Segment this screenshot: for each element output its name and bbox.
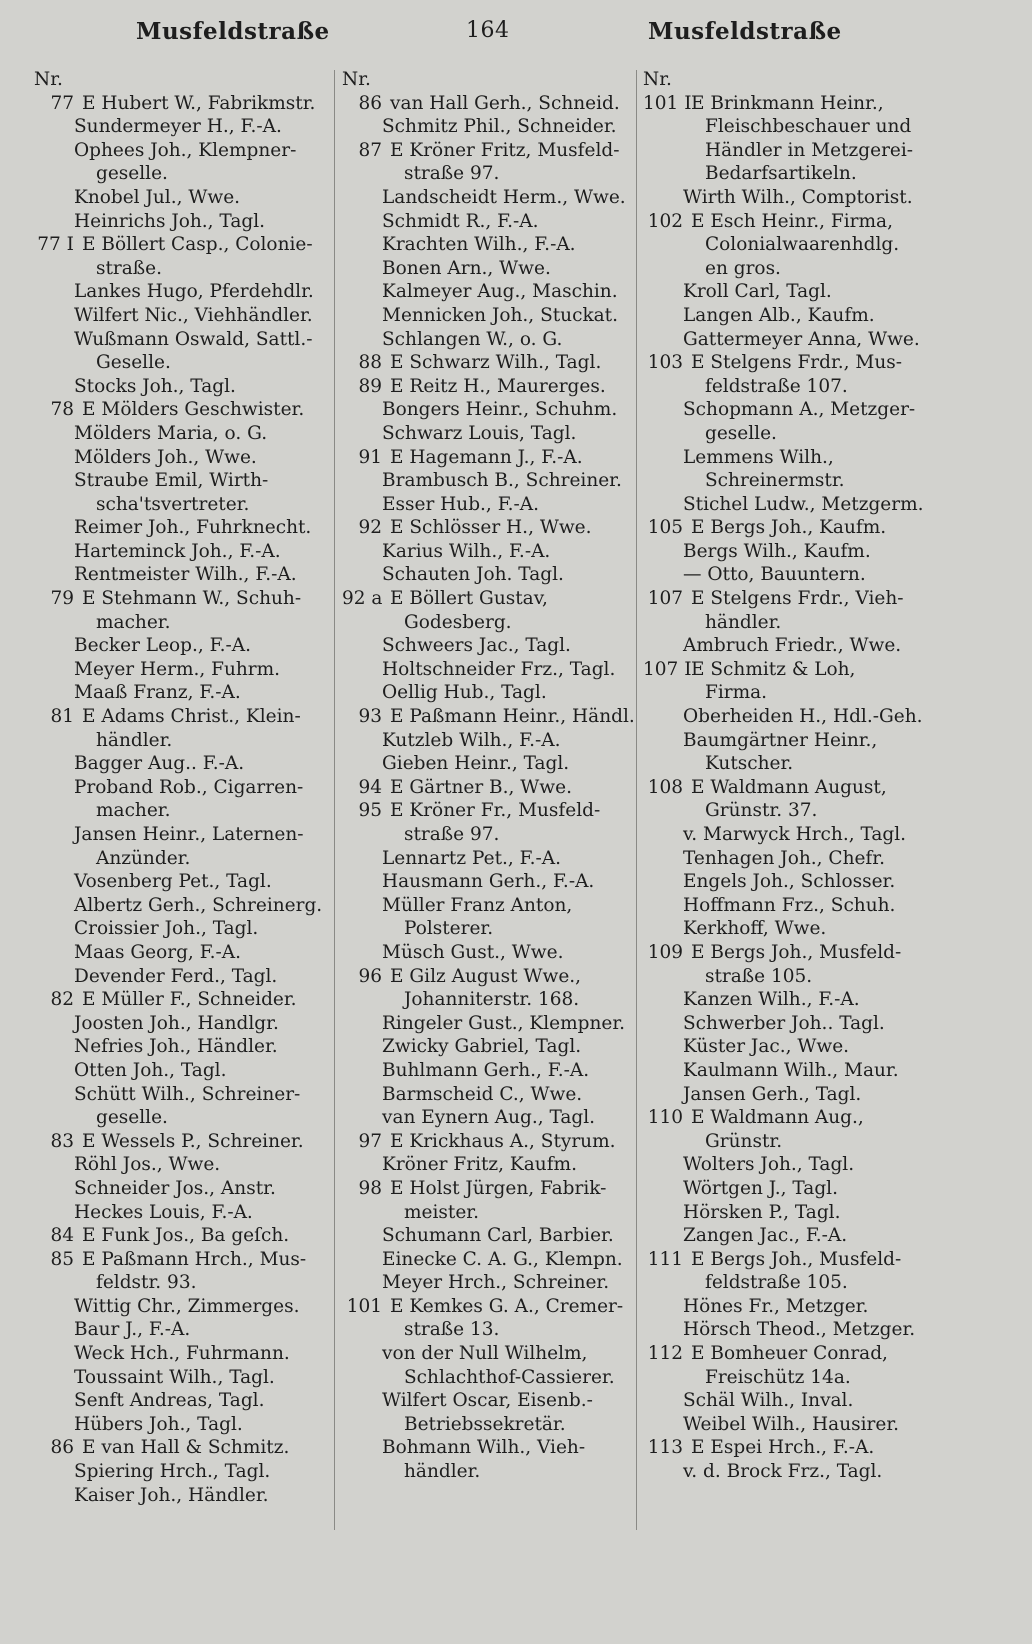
resident-entry: Müller Franz Anton, <box>382 894 573 916</box>
house-number-entry <box>34 1248 334 1272</box>
resident-text: E Kröner Fr., Musfeld- <box>390 800 601 822</box>
entry-continuation: meister. <box>404 1201 479 1223</box>
resident-entry: Zwicky Gabriel, Tagl. <box>382 1036 582 1058</box>
entry-continuation: geselle. <box>96 1107 168 1129</box>
house-number-entry <box>643 516 945 540</box>
house-number: 91 <box>358 446 382 468</box>
house-number: 85 <box>50 1248 74 1270</box>
house-number: 87 <box>358 139 382 161</box>
resident-entry: Lankes Hugo, Pferdehdlr. <box>74 281 314 303</box>
house-number: 112 <box>647 1343 683 1365</box>
entry-continuation: Schreinermstr. <box>705 470 845 492</box>
resident-entry: Becker Leop., F.-A. <box>74 635 251 657</box>
house-number-entry <box>34 705 334 729</box>
house-number: 77 <box>50 92 74 114</box>
house-number: 96 <box>358 965 382 987</box>
resident-entry: Schneider Jos., Anstr. <box>74 1177 276 1199</box>
entry-continuation: straße 105. <box>705 965 813 987</box>
house-number-entry <box>342 446 638 470</box>
resident-entry: Albertz Gerh., Schreinerg. <box>74 894 323 916</box>
resident-text: E Hubert W., Fabrikmstr. <box>82 92 316 114</box>
entry-continuation: straße 13. <box>404 1319 500 1341</box>
house-number-entry <box>342 1295 638 1319</box>
entry-continuation: straße 97. <box>404 163 500 185</box>
resident-entry: Wörtgen J., Tagl. <box>683 1177 838 1199</box>
house-number-entry <box>643 587 945 611</box>
house-number: 101 <box>346 1295 382 1317</box>
house-number-entry <box>643 776 945 800</box>
house-number-entry <box>342 776 638 800</box>
entry-continuation: straße 97. <box>404 824 500 845</box>
entry-continuation: en gros. <box>705 257 781 279</box>
entry-continuation: händler. <box>96 729 173 751</box>
resident-text: E Müller F., Schneider. <box>82 989 297 1011</box>
resident-entry: Hörsken P., Tagl. <box>683 1201 841 1223</box>
house-number: 103 <box>647 352 683 374</box>
house-number: 79 <box>50 588 74 610</box>
house-number: 86 <box>50 1437 74 1459</box>
resident-entry: Hübers Joh., Tagl. <box>74 1413 243 1435</box>
house-number-entry <box>342 705 638 729</box>
entry-continuation: Händler in Metzgerei- <box>705 139 914 161</box>
resident-text: E Schwarz Wilh., Tagl. <box>390 352 602 374</box>
resident-entry: Ophees Joh., Klempner- <box>74 139 297 161</box>
resident-entry: Reimer Joh., Fuhrknecht. <box>74 517 312 539</box>
resident-entry: Schopmann A., Metzger- <box>683 399 916 421</box>
resident-text: E van Hall & Schmitz. <box>82 1437 290 1459</box>
resident-text: E Holst Jürgen, Fabrik- <box>390 1177 607 1199</box>
entry-continuation: Colonialwaarenhdlg. <box>705 234 900 256</box>
resident-entry: Joosten Joh., Handlgr. <box>74 1012 279 1034</box>
resident-text: E Schlösser H., Wwe. <box>390 517 592 539</box>
entry-continuation: feldstraße 107. <box>705 375 848 397</box>
resident-text: E Böllert Gustav, <box>390 588 548 610</box>
resident-entry: Bagger Aug.. F.-A. <box>74 753 245 775</box>
resident-text: E Hagemann J., F.-A. <box>390 446 583 468</box>
resident-entry: Heckes Louis, F.-A. <box>74 1201 253 1223</box>
house-number: 109 <box>647 941 683 963</box>
resident-entry: Schwarz Louis, Tagl. <box>382 422 577 444</box>
resident-entry: Kanzen Wilh., F.-A. <box>683 989 860 1011</box>
house-number: 95 <box>358 800 382 822</box>
house-number: 94 <box>358 776 382 798</box>
resident-text: E Paßmann Heinr., Händl. <box>390 706 635 728</box>
page-number: 164 <box>466 18 510 43</box>
resident-entry: Schmidt R., F.-A. <box>382 210 539 232</box>
resident-entry: Bergs Wilh., Kaufm. <box>683 540 871 562</box>
entry-continuation: feldstr. 93. <box>96 1272 197 1294</box>
column-nr-label: Nr. <box>34 69 63 90</box>
house-number-entry <box>342 1130 638 1154</box>
entry-continuation: macher. <box>96 800 171 822</box>
resident-entry: Wolters Joh., Tagl. <box>683 1154 855 1176</box>
resident-entry: Jansen Heinr., Laternen- <box>74 824 304 845</box>
house-number-entry <box>34 233 334 257</box>
resident-entry: Gieben Heinr., Tagl. <box>382 753 570 775</box>
house-number-entry <box>643 92 945 116</box>
house-number: 97 <box>358 1130 382 1152</box>
resident-entry: von der Null Wilhelm, <box>382 1343 588 1365</box>
resident-entry: Mennicken Joh., Stuckat. <box>382 304 619 326</box>
resident-entry: Stocks Joh., Tagl. <box>74 375 236 397</box>
resident-text: E Stelgens Frdr., Mus- <box>691 352 903 374</box>
resident-entry: Stichel Ludw., Metzgerm. <box>683 493 924 515</box>
entry-continuation: Johanniterstr. 168. <box>404 989 580 1011</box>
resident-entry: Wirth Wilh., Comptorist. <box>683 186 913 208</box>
resident-entry: Ringeler Gust., Klempner. <box>382 1012 626 1034</box>
entry-continuation: Grünstr. 37. <box>705 800 818 822</box>
house-number-entry <box>342 587 638 611</box>
house-number: 101 I <box>643 92 692 114</box>
resident-text: E Funk Jos., Ba geſch. <box>82 1225 290 1247</box>
resident-text: E Brinkmann Heinr., <box>691 92 884 114</box>
entry-continuation: händler. <box>404 1461 481 1483</box>
resident-text: E Bergs Joh., Musfeld- <box>691 1248 902 1270</box>
resident-entry: Küster Jac., Wwe. <box>683 1036 850 1058</box>
resident-entry: Sundermeyer H., F.-A. <box>74 116 282 138</box>
resident-entry: Schlangen W., o. G. <box>382 328 563 350</box>
resident-entry: Barmscheid C., Wwe. <box>382 1083 583 1105</box>
house-number-entry <box>643 351 945 375</box>
house-number: 107 I <box>643 658 692 680</box>
resident-text: van Hall Gerh., Schneid. <box>390 92 620 114</box>
resident-entry: Wilfert Oscar, Eisenb.- <box>382 1390 593 1412</box>
resident-entry: Schäl Wilh., Inval. <box>683 1390 854 1412</box>
house-number: 93 <box>358 706 382 728</box>
entry-continuation: geselle. <box>96 163 168 185</box>
resident-text: E Adams Christ., Klein- <box>82 706 301 728</box>
entry-continuation: geselle. <box>705 422 777 444</box>
resident-text: E Böllert Casp., Colonie- <box>82 234 313 256</box>
house-number: 92 <box>358 517 382 539</box>
entry-continuation: Godesberg. <box>404 611 512 633</box>
resident-entry: Engels Joh., Schlosser. <box>683 871 896 893</box>
house-number-entry <box>643 941 945 965</box>
directory-column-1 <box>34 68 334 1507</box>
house-number-entry <box>34 587 334 611</box>
house-number: 77 I <box>37 234 74 256</box>
house-number-entry <box>643 1248 945 1272</box>
house-number-entry <box>342 965 638 989</box>
resident-entry: Zangen Jac., F.-A. <box>683 1225 848 1247</box>
resident-entry: Schumann Carl, Barbier. <box>382 1225 614 1247</box>
resident-entry: Schwerber Joh.. Tagl. <box>683 1012 885 1034</box>
house-number: 102 <box>647 210 683 232</box>
resident-entry: Lemmens Wilh., <box>683 446 834 468</box>
resident-entry: Wittig Chr., Zimmerges. <box>74 1295 300 1317</box>
entry-continuation: feldstraße 105. <box>705 1272 848 1294</box>
resident-entry: Karius Wilh., F.-A. <box>382 540 551 562</box>
resident-entry: Schauten Joh. Tagl. <box>382 564 564 586</box>
resident-entry: Schweers Jac., Tagl. <box>382 635 571 657</box>
resident-entry: Rentmeister Wilh., F.-A. <box>74 564 297 586</box>
resident-entry: Oellig Hub., Tagl. <box>382 682 547 704</box>
resident-entry: Schütt Wilh., Schreiner- <box>74 1083 301 1105</box>
entry-continuation: straße. <box>96 257 162 279</box>
resident-entry: Holtschneider Frz., Tagl. <box>382 658 616 680</box>
entry-continuation: scha'tsvertreter. <box>96 493 250 515</box>
resident-entry: Weibel Wilh., Hausirer. <box>683 1413 900 1435</box>
house-number: 113 <box>647 1437 683 1459</box>
resident-text: E Paßmann Hrch., Mus- <box>82 1248 307 1270</box>
house-number-entry <box>643 1436 945 1460</box>
resident-entry: Otten Joh., Tagl. <box>74 1059 227 1081</box>
resident-entry: Kröner Fritz, Kaufm. <box>382 1154 577 1176</box>
resident-entry: Meyer Hrch., Schreiner. <box>382 1272 610 1294</box>
resident-entry: Spiering Hrch., Tagl. <box>74 1461 271 1483</box>
resident-entry: Weck Hch., Fuhrmann. <box>74 1343 290 1365</box>
resident-entry: Maas Georg, F.-A. <box>74 941 242 963</box>
resident-entry: v. d. Brock Frz., Tagl. <box>683 1461 883 1483</box>
resident-text: E Stelgens Frdr., Vieh- <box>691 588 904 610</box>
resident-text: E Krickhaus A., Styrum. <box>390 1130 616 1152</box>
house-number-entry <box>34 1436 334 1460</box>
resident-entry: — Otto, Bauuntern. <box>683 564 866 586</box>
resident-entry: Brambusch B., Schreiner. <box>382 470 622 492</box>
house-number-entry <box>342 799 638 823</box>
resident-entry: Wußmann Oswald, Sattl.- <box>74 328 313 350</box>
house-number-entry <box>342 516 638 540</box>
house-number-entry <box>643 1342 945 1366</box>
resident-text: E Gärtner B., Wwe. <box>390 776 572 798</box>
resident-entry: Croissier Joh., Tagl. <box>74 918 259 940</box>
resident-entry: Heinrichs Joh., Tagl. <box>74 210 266 232</box>
resident-entry: Baumgärtner Heinr., <box>683 729 878 751</box>
resident-text: E Reitz H., Maurerges. <box>390 375 606 397</box>
header-street-right: Musfeldstraße <box>648 18 842 45</box>
house-number-entry <box>643 658 945 682</box>
resident-entry: Kaulmann Wilh., Maur. <box>683 1059 899 1081</box>
resident-entry: Bongers Heinr., Schuhm. <box>382 399 618 421</box>
resident-text: E Stehmann W., Schuh- <box>82 588 302 610</box>
resident-entry: Bohmann Wilh., Vieh- <box>382 1437 586 1459</box>
header-street-left: Musfeldstraße <box>136 18 330 45</box>
house-number: 111 <box>647 1248 683 1270</box>
resident-entry: Landscheidt Herm., Wwe. <box>382 186 626 208</box>
resident-entry: Bonen Arn., Wwe. <box>382 257 551 279</box>
column-divider <box>334 70 335 1530</box>
resident-entry: Devender Ferd., Tagl. <box>74 965 278 987</box>
resident-text: E Esch Heinr., Firma, <box>691 210 893 232</box>
resident-text: E Gilz August Wwe., <box>390 965 582 987</box>
entry-continuation: Firma. <box>705 682 768 704</box>
house-number: 105 <box>647 517 683 539</box>
resident-entry: Schmitz Phil., Schneider. <box>382 116 617 138</box>
resident-entry: Gattermeyer Anna, Wwe. <box>683 328 920 350</box>
house-number-entry <box>34 1130 334 1154</box>
entry-continuation: Betriebssekretär. <box>404 1413 566 1435</box>
house-number-entry <box>34 398 334 422</box>
entry-continuation: Freischütz 14a. <box>705 1366 851 1388</box>
resident-entry: Baur J., F.-A. <box>74 1319 191 1341</box>
resident-entry: Müsch Gust., Wwe. <box>382 941 564 963</box>
resident-entry: Buhlmann Gerh., F.-A. <box>382 1059 590 1081</box>
entry-continuation: Bedarfsartikeln. <box>705 163 857 185</box>
resident-entry: Vosenberg Pet., Tagl. <box>74 871 272 893</box>
house-number: 82 <box>50 989 74 1011</box>
resident-text: E Kemkes G. A., Cremer- <box>390 1295 624 1317</box>
entry-continuation: Polsterer. <box>404 918 494 940</box>
resident-entry: Tenhagen Joh., Chefr. <box>683 847 885 869</box>
resident-text: E Bergs Joh., Musfeld- <box>691 941 902 963</box>
resident-entry: Wilfert Nic., Viehhändler. <box>74 304 313 326</box>
entry-continuation: händler. <box>705 611 782 633</box>
resident-text: E Schmitz & Loh, <box>691 658 856 680</box>
resident-entry: Hoffmann Frz., Schuh. <box>683 894 896 916</box>
house-number: 108 <box>647 776 683 798</box>
directory-column-2 <box>342 68 638 1484</box>
resident-entry: Hausmann Gerh., F.-A. <box>382 871 595 893</box>
house-number: 98 <box>358 1177 382 1199</box>
house-number-entry <box>342 1177 638 1201</box>
resident-entry: v. Marwyck Hrch., Tagl. <box>683 824 907 845</box>
house-number: 81 <box>50 706 74 728</box>
house-number-entry <box>342 139 638 163</box>
resident-entry: Proband Rob., Cigarren- <box>74 776 304 798</box>
entry-continuation: Fleischbeschauer und <box>705 116 912 138</box>
resident-entry: Oberheiden H., Hdl.-Geh. <box>683 706 923 728</box>
resident-text: E Waldmann Aug., <box>691 1107 864 1129</box>
house-number: 86 <box>358 92 382 114</box>
resident-entry: Toussaint Wilh., Tagl. <box>74 1366 275 1388</box>
resident-text: E Espei Hrch., F.-A. <box>691 1437 875 1459</box>
resident-entry: Lennartz Pet., F.-A. <box>382 847 561 869</box>
resident-entry: Kalmeyer Aug., Maschin. <box>382 281 618 303</box>
resident-text: E Mölders Geschwister. <box>82 399 305 421</box>
resident-entry: Langen Alb., Kaufm. <box>683 304 875 326</box>
resident-text: E Bomheuer Conrad, <box>691 1343 888 1365</box>
directory-column-3 <box>643 68 945 1484</box>
column-nr-label: Nr. <box>643 69 672 90</box>
resident-entry: Kutzleb Wilh., F.-A. <box>382 729 561 751</box>
resident-entry: Einecke C. A. G., Klempn. <box>382 1248 623 1270</box>
resident-entry: Krachten Wilh., F.-A. <box>382 234 576 256</box>
resident-entry: Senft Andreas, Tagl. <box>74 1390 265 1412</box>
house-number-entry <box>643 210 945 234</box>
page-header <box>0 18 1032 58</box>
house-number: 110 <box>647 1107 683 1129</box>
entry-continuation: Geselle. <box>96 352 171 374</box>
resident-entry: Mölders Joh., Wwe. <box>74 446 257 468</box>
house-number: 89 <box>358 375 382 397</box>
resident-text: E Wessels P., Schreiner. <box>82 1130 304 1152</box>
resident-text: E Kröner Fritz, Musfeld- <box>390 139 620 161</box>
house-number: 84 <box>50 1225 74 1247</box>
house-number-entry <box>342 351 638 375</box>
house-number: 83 <box>50 1130 74 1152</box>
house-number-entry <box>643 1106 945 1130</box>
house-number-entry <box>342 375 638 399</box>
resident-text: E Waldmann August, <box>691 776 887 798</box>
entry-continuation: Grünstr. <box>705 1130 783 1152</box>
resident-text: E Bergs Joh., Kaufm. <box>691 517 887 539</box>
house-number: 107 <box>647 588 683 610</box>
resident-entry: Meyer Herm., Fuhrm. <box>74 658 281 680</box>
house-number-entry <box>342 92 638 116</box>
resident-entry: Knobel Jul., Wwe. <box>74 186 241 208</box>
resident-entry: Kerkhoff, Wwe. <box>683 918 827 940</box>
column-nr-label: Nr. <box>342 69 371 90</box>
house-number: 92 a <box>342 588 383 610</box>
entry-continuation: macher. <box>96 611 171 633</box>
house-number-entry <box>34 92 334 116</box>
resident-entry: Maaß Franz, F.-A. <box>74 682 241 704</box>
resident-entry: Kroll Carl, Tagl. <box>683 281 832 303</box>
resident-entry: Mölders Maria, o. G. <box>74 422 268 444</box>
house-number: 88 <box>358 352 382 374</box>
resident-entry: Röhl Jos., Wwe. <box>74 1154 221 1176</box>
resident-entry: van Eynern Aug., Tagl. <box>382 1107 596 1129</box>
entry-continuation: Schlachthof-Cassierer. <box>404 1366 615 1388</box>
house-number-entry <box>34 988 334 1012</box>
resident-entry: Harteminck Joh., F.-A. <box>74 540 281 562</box>
resident-entry: Nefries Joh., Händler. <box>74 1036 278 1058</box>
resident-entry: Hönes Fr., Metzger. <box>683 1295 869 1317</box>
resident-entry: Kaiser Joh., Händler. <box>74 1484 269 1506</box>
resident-entry: Straube Emil, Wirth- <box>74 470 269 492</box>
resident-entry: Ambruch Friedr., Wwe. <box>683 635 902 657</box>
entry-continuation: Kutscher. <box>705 753 794 775</box>
house-number: 78 <box>50 399 74 421</box>
resident-entry: Hörsch Theod., Metzger. <box>683 1319 916 1341</box>
resident-entry: Esser Hub., F.-A. <box>382 493 540 515</box>
entry-continuation: Anzünder. <box>96 847 191 869</box>
resident-entry: Jansen Gerh., Tagl. <box>683 1083 862 1105</box>
house-number-entry <box>34 1224 334 1248</box>
